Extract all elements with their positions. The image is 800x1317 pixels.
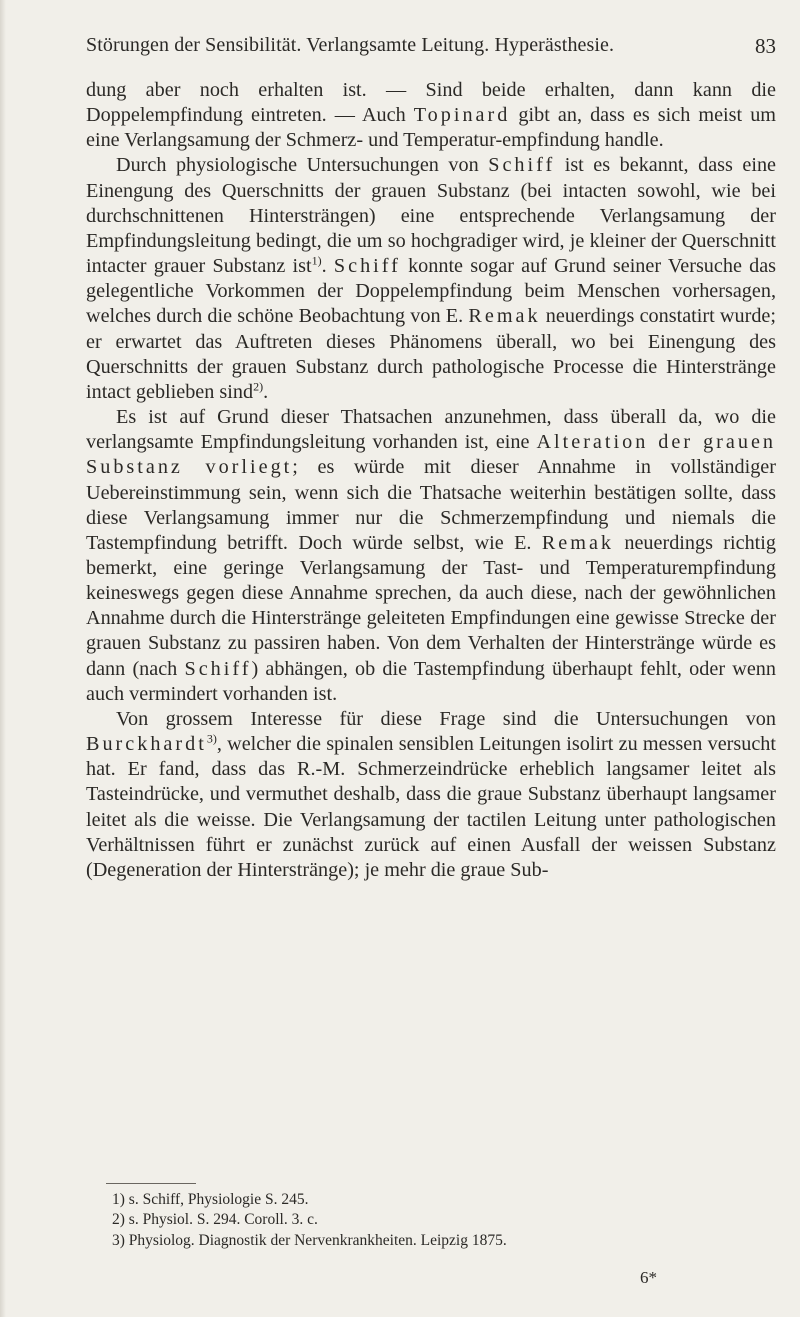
footnote-ref: 3) xyxy=(206,731,217,746)
footnote-rule xyxy=(106,1183,196,1184)
text-run: Durch physiologische Untersuchungen von xyxy=(116,154,489,177)
footnote-1: 1) s. Schiff, Physiologie S. 245. xyxy=(112,1191,309,1208)
text-run: , welcher die spinalen sensiblen Leitungen isolirt zu messen versucht hat. Er fand, dass das R.-M. Schmerzeindrücke erheblich langsamer leitet als Tasteindrücke, und vermuthet deshalb, dass die graue Substanz überhaupt langsamer leitet als die weisse. Die Verlangsamung der tactilen Leitung unter pathologischen Verhältnissen führt er zunächst zurück auf einen Ausfall der weissen Substanz (Degeneration der Hinterstränge); je mehr die graue Sub- xyxy=(86,733,776,881)
text-run: . xyxy=(263,380,269,403)
text-run: dung aber noch erhalten ist. — Sind beide erhalten, dann kann die Doppelempfindung eintreten. — Auch xyxy=(86,79,776,127)
footnotes xyxy=(112,1190,752,1251)
paragraph-1 xyxy=(86,78,776,153)
spaced-emphasis: Burckhardt xyxy=(86,733,207,756)
spaced-emphasis: Topinard xyxy=(413,104,511,127)
footnote-2: 2) s. Physiol. S. 294. Coroll. 3. c. xyxy=(112,1211,318,1229)
text-run: gibt an, dass es sich meist um eine Verlangsamung der Schmerz- und Temperatur-empfindung handle. xyxy=(86,104,777,152)
text-run: Von grossem Interesse für diese Frage sind die Untersuchungen von xyxy=(116,707,776,730)
text-run: ; es würde mit dieser Annahme in vollständiger Uebereinstimmung sein, wenn sich die Thatsache weiterhin bestätigen sollte, dass diese Verlangsamung immer nur die Schmerzempfindung und niemals die Tastempfindung betrifft. Doch würde selbst, wie E. xyxy=(86,456,776,554)
page-number: 83 xyxy=(755,34,776,58)
text-run: . xyxy=(321,255,334,278)
footnote-3: 3) Physiolog. Diagnostik der Nervenkrankheiten. Leipzig 1875. xyxy=(112,1231,507,1249)
paragraph-4 xyxy=(86,707,776,883)
body-text xyxy=(86,78,776,883)
text-run: neuerdings richtig bemerkt, eine geringe Verlangsamung der Tast- und Temperaturempfindung keineswegs gegen diese Annahme sprechen, da auch diese, nach der gewöhnlichen Annahme durch die Hinterstränge geleiteten Empfindungen eine gewisse Strecke der grauen Substanz zu passiren haben. Von dem Verhalten der Hinterstränge würde es dann (nach xyxy=(86,531,776,680)
spaced-emphasis: Alteration der grauen Substanz vorliegt xyxy=(86,431,777,479)
paragraph-3 xyxy=(86,405,776,707)
spaced-emphasis: Schiff xyxy=(333,255,401,278)
text-run: konnte sogar auf Grund seiner Versuche das gelegentliche Vorkommen der Doppelempfindung beim Menschen vorhersagen, welches durch die schöne Beobachtung von E. xyxy=(86,255,777,328)
running-head xyxy=(86,34,776,62)
paragraph-2 xyxy=(86,153,776,405)
signature-mark: 6* xyxy=(640,1268,657,1287)
text-run: ) abhängen, ob die Tastempfindung überhaupt fehlt, oder wenn auch vermindert vorhanden ist. xyxy=(86,657,776,705)
spaced-emphasis: Schiff xyxy=(184,657,252,680)
spaced-emphasis: Remak xyxy=(541,531,615,554)
text-run: ist es bekannt, dass eine Einengung des Querschnitts der grauen Substanz (bei intacten sowohl, wie bei durchschnittenen Hintersträngen) eine entsprechende Verlangsamung der Empfindungsleitung bedingt, die um so hochgradiger wird, je kleiner der Querschnitt intacter grauer Substanz ist xyxy=(86,154,777,278)
text-run: neuerdings constatirt wurde; er erwartet das Auftreten dieses Phänomens überall, wo bei Einengung des Querschnitts der grauen Substanz durch pathologische Processe die Hinterstränge intact geblieben sind xyxy=(86,305,776,403)
footnote-ref: 2) xyxy=(253,379,264,394)
footnote-ref: 1) xyxy=(311,253,322,268)
spaced-emphasis: Remak xyxy=(468,305,541,328)
running-title: Störungen der Sensibilität. Verlangsamte Leitung. Hyperästhesie. xyxy=(86,34,615,56)
page-edge-shadow xyxy=(0,0,6,1317)
text-run: Es ist auf Grund dieser Thatsachen anzunehmen, dass überall da, wo die verlangsamte Empfindungsleitung vorhanden ist, eine xyxy=(86,406,776,454)
spaced-emphasis: Schiff xyxy=(488,154,556,177)
